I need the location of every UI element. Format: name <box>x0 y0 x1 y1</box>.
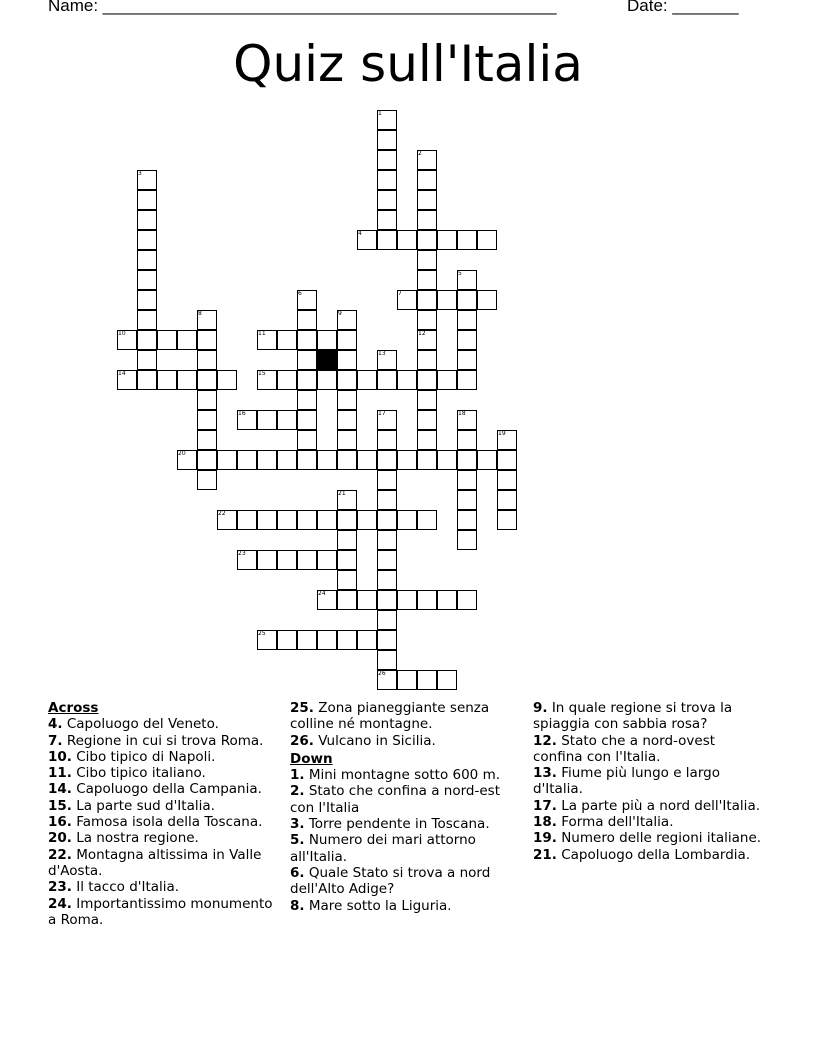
grid-cell[interactable] <box>137 330 157 350</box>
grid-cell[interactable] <box>417 670 437 690</box>
clue-text: Quale Stato si trova a nord dell'Alto Adige? <box>290 864 491 898</box>
grid-cell[interactable] <box>337 530 357 550</box>
clue-item <box>48 814 280 830</box>
clue-text: Capoluogo del Veneto. <box>62 716 219 733</box>
grid-cell[interactable] <box>337 410 357 430</box>
clue-text: Mini montagne sotto 600 m. <box>304 767 501 784</box>
grid-cell[interactable] <box>197 330 217 350</box>
clue-number-label: 11 <box>258 330 266 337</box>
clue-number-label: 3 <box>138 170 142 177</box>
clue-text: Numero delle regioni italiane. <box>556 830 762 847</box>
clue-item <box>48 830 280 846</box>
grid-cell[interactable] <box>417 290 437 310</box>
clue-item <box>48 847 280 880</box>
clue-number: 20. <box>48 830 72 847</box>
grid-cell[interactable] <box>137 350 157 370</box>
clue-item <box>533 847 763 863</box>
clue-number-label: 8 <box>198 310 202 317</box>
grid-cell[interactable] <box>317 370 337 390</box>
grid-cell[interactable] <box>237 450 257 470</box>
grid-cell[interactable] <box>457 470 477 490</box>
grid-cell[interactable] <box>497 510 517 530</box>
grid-cell[interactable] <box>457 450 477 470</box>
clue-number-label: 10 <box>118 330 126 337</box>
grid-cell[interactable] <box>497 450 517 470</box>
grid-cell[interactable] <box>397 670 417 690</box>
clue-item <box>290 733 522 749</box>
clue-number-label: 19 <box>498 430 506 437</box>
clue-number: 22. <box>48 846 72 863</box>
grid-cell[interactable] <box>317 330 337 350</box>
clue-number-label: 24 <box>318 590 326 597</box>
clue-text: Stato che confina a nord-est con l'Italia <box>290 783 501 816</box>
clue-text: Torre pendente in Toscana. <box>304 816 490 833</box>
clue-number: 10. <box>48 748 72 765</box>
clue-item <box>48 749 280 765</box>
grid-cell[interactable] <box>357 450 377 470</box>
grid-cell[interactable] <box>377 230 397 250</box>
grid-cell[interactable] <box>337 330 357 350</box>
grid-cell[interactable] <box>197 470 217 490</box>
grid-cell[interactable] <box>357 630 377 650</box>
clue-number: 16. <box>48 814 72 831</box>
date-field-label: Date: _______ <box>627 0 739 15</box>
grid-cell[interactable] <box>297 350 317 370</box>
clue-number: 8. <box>290 897 305 914</box>
clue-number: 11. <box>48 765 72 782</box>
grid-cell[interactable] <box>377 570 397 590</box>
grid-cell[interactable] <box>297 430 317 450</box>
grid-cell[interactable] <box>337 430 357 450</box>
clue-number: 14. <box>48 781 72 798</box>
clue-number: 17. <box>533 797 557 814</box>
grid-cell[interactable] <box>217 450 237 470</box>
clue-text: La parte sud d'Italia. <box>71 797 215 814</box>
grid-cell[interactable] <box>377 170 397 190</box>
grid-cell[interactable] <box>377 150 397 170</box>
grid-cell[interactable] <box>197 390 217 410</box>
grid-cell[interactable] <box>277 330 297 350</box>
grid-cell[interactable] <box>217 370 237 390</box>
grid-cell[interactable] <box>417 210 437 230</box>
clue-item <box>290 783 522 816</box>
grid-cell[interactable] <box>237 510 257 530</box>
grid-cell[interactable] <box>297 410 317 430</box>
grid-cell[interactable] <box>397 590 417 610</box>
grid-cell[interactable] <box>197 410 217 430</box>
clue-text: Zona pianeggiante senza colline né montagne. <box>290 700 490 733</box>
clue-number: 21. <box>533 846 557 863</box>
grid-cell[interactable] <box>437 670 457 690</box>
grid-cell[interactable] <box>437 230 457 250</box>
grid-cell[interactable] <box>457 490 477 510</box>
grid-cell[interactable] <box>357 590 377 610</box>
grid-cell[interactable] <box>457 370 477 390</box>
grid-cell[interactable] <box>377 610 397 630</box>
grid-cell[interactable] <box>157 330 177 350</box>
clue-text: Numero dei mari attorno all'Italia. <box>290 832 476 865</box>
grid-cell[interactable] <box>277 410 297 430</box>
clue-text: Vulcano in Sicilia. <box>313 732 436 749</box>
grid-cell[interactable] <box>417 450 437 470</box>
clue-number: 7. <box>48 732 63 749</box>
grid-cell[interactable] <box>377 550 397 570</box>
clue-number-label: 15 <box>258 370 266 377</box>
clue-text: Regione in cui si trova Roma. <box>62 732 264 749</box>
grid-cell[interactable] <box>437 290 457 310</box>
grid-cell[interactable] <box>397 450 417 470</box>
clue-number-label: 21 <box>338 490 346 497</box>
clue-number-label: 22 <box>218 510 226 517</box>
clue-number: 18. <box>533 814 557 831</box>
clue-number: 5. <box>290 832 305 849</box>
clue-item <box>48 765 280 781</box>
grid-cell[interactable] <box>397 510 417 530</box>
grid-cell[interactable] <box>417 430 437 450</box>
clue-number: 13. <box>533 765 557 782</box>
grid-cell[interactable] <box>357 370 377 390</box>
clue-number-label: 9 <box>338 310 342 317</box>
grid-cell[interactable] <box>137 230 157 250</box>
grid-cell[interactable] <box>337 550 357 570</box>
grid-cell[interactable] <box>417 410 437 430</box>
clue-text: Importantissimo monumento a Roma. <box>48 895 273 928</box>
clue-number: 23. <box>48 879 72 896</box>
grid-cell[interactable] <box>317 450 337 470</box>
grid-cell[interactable] <box>497 490 517 510</box>
clue-number-label: 6 <box>298 290 302 297</box>
grid-cell[interactable] <box>497 470 517 490</box>
clue-text: Cibo tipico di Napoli. <box>71 748 216 765</box>
grid-cell[interactable] <box>477 290 497 310</box>
clue-number-label: 7 <box>398 290 402 297</box>
clue-item <box>48 896 280 929</box>
grid-cell[interactable] <box>337 570 357 590</box>
grid-cell[interactable] <box>137 290 157 310</box>
clue-number-label: 14 <box>118 370 126 377</box>
clue-number: 15. <box>48 797 72 814</box>
grid-cell[interactable] <box>277 510 297 530</box>
clue-number: 24. <box>48 895 72 912</box>
grid-cell[interactable] <box>317 550 337 570</box>
grid-cell[interactable] <box>417 170 437 190</box>
clue-text: Famosa isola della Toscana. <box>71 814 263 831</box>
clue-number: 3. <box>290 816 305 833</box>
clue-number-label: 16 <box>238 410 246 417</box>
clue-number: 19. <box>533 830 557 847</box>
grid-cell[interactable] <box>477 230 497 250</box>
grid-cell[interactable] <box>137 270 157 290</box>
grid-cell[interactable] <box>417 190 437 210</box>
grid-cell[interactable] <box>417 230 437 250</box>
grid-cell[interactable] <box>377 650 397 670</box>
grid-cell[interactable] <box>437 590 457 610</box>
clue-number-label: 17 <box>378 410 386 417</box>
clue-text: Cibo tipico italiano. <box>71 765 206 782</box>
clue-number-label: 12 <box>418 330 426 337</box>
grid-cell[interactable] <box>157 370 177 390</box>
clue-item <box>290 700 522 733</box>
grid-cell[interactable] <box>457 430 477 450</box>
grid-cell[interactable] <box>377 190 397 210</box>
clue-text: Capoluogo della Campania. <box>71 781 262 798</box>
clue-item <box>533 814 763 830</box>
grid-cell[interactable] <box>457 310 477 330</box>
grid-cell[interactable] <box>377 630 397 650</box>
grid-cell[interactable] <box>437 450 457 470</box>
clue-text: Forma dell'Italia. <box>556 814 674 831</box>
clue-text: In quale regione si trova la spiaggia con sabbia rosa? <box>533 700 733 733</box>
clue-number: 1. <box>290 767 305 784</box>
grid-cell[interactable] <box>457 350 477 370</box>
clue-text: Il tacco d'Italia. <box>71 879 180 896</box>
grid-cell[interactable] <box>257 510 277 530</box>
grid-cell[interactable] <box>417 590 437 610</box>
clue-item <box>533 765 763 798</box>
clue-text: La nostra regione. <box>71 830 199 847</box>
grid-cell[interactable] <box>337 590 357 610</box>
grid-cell[interactable] <box>417 390 437 410</box>
grid-cell[interactable] <box>137 210 157 230</box>
grid-cell[interactable] <box>297 550 317 570</box>
page-title: Quiz sull'Italia <box>233 35 583 93</box>
grid-cell[interactable] <box>277 630 297 650</box>
clue-text: Montagna altissima in Valle d'Aosta. <box>48 846 262 879</box>
grid-cell[interactable] <box>297 370 317 390</box>
grid-cell[interactable] <box>377 530 397 550</box>
grid-cell[interactable] <box>477 450 497 470</box>
grid-cell[interactable] <box>297 310 317 330</box>
grid-cell[interactable] <box>297 450 317 470</box>
clue-text: Fiume più lungo e largo d'Italia. <box>533 765 720 798</box>
grid-cell[interactable] <box>197 370 217 390</box>
grid-cell[interactable] <box>397 230 417 250</box>
clue-item <box>533 733 763 766</box>
clue-text: Mare sotto la Liguria. <box>304 897 452 914</box>
clue-number-label: 13 <box>378 350 386 357</box>
clue-number-label: 20 <box>178 450 186 457</box>
grid-cell[interactable] <box>257 550 277 570</box>
grid-cell[interactable] <box>417 270 437 290</box>
name-field-label: Name: ________________________________________________ <box>48 0 557 15</box>
grid-cell[interactable] <box>457 330 477 350</box>
grid-cell[interactable] <box>177 330 197 350</box>
clue-number: 6. <box>290 864 305 881</box>
grid-cell[interactable] <box>137 370 157 390</box>
grid-cell[interactable] <box>457 290 477 310</box>
clue-item <box>290 767 522 783</box>
clue-item <box>533 830 763 846</box>
clue-text: La parte più a nord dell'Italia. <box>556 797 761 814</box>
clue-item <box>290 816 522 832</box>
clue-number: 9. <box>533 700 548 716</box>
grid-cell[interactable] <box>417 250 437 270</box>
grid-cell[interactable] <box>457 590 477 610</box>
grid-cell[interactable] <box>257 450 277 470</box>
grid-cell[interactable] <box>337 510 357 530</box>
clue-number: 2. <box>290 783 305 800</box>
grid-cell[interactable] <box>317 510 337 530</box>
clues-column-1 <box>48 700 280 928</box>
clue-item <box>48 798 280 814</box>
grid-cell[interactable] <box>337 630 357 650</box>
clue-item <box>48 733 280 749</box>
grid-cell[interactable] <box>297 390 317 410</box>
down-header: Down <box>290 750 333 767</box>
grid-cell[interactable] <box>177 370 197 390</box>
clue-item <box>533 700 763 733</box>
black-cell <box>317 350 337 370</box>
grid-cell[interactable] <box>397 370 417 390</box>
clues-column-3 <box>533 700 763 863</box>
grid-cell[interactable] <box>337 370 357 390</box>
grid-cell[interactable] <box>197 450 217 470</box>
clue-number: 12. <box>533 732 557 749</box>
grid-cell[interactable] <box>257 410 277 430</box>
clue-item <box>48 879 280 895</box>
grid-cell[interactable] <box>377 590 397 610</box>
grid-cell[interactable] <box>417 370 437 390</box>
grid-cell[interactable] <box>137 310 157 330</box>
clue-text: Stato che a nord-ovest confina con l'Italia. <box>533 732 716 765</box>
clue-item <box>48 781 280 797</box>
clue-number-label: 5 <box>458 270 462 277</box>
grid-cell[interactable] <box>437 370 457 390</box>
clue-number: 4. <box>48 716 63 733</box>
clue-number-label: 23 <box>238 550 246 557</box>
grid-cell[interactable] <box>197 430 217 450</box>
grid-cell[interactable] <box>417 510 437 530</box>
grid-cell[interactable] <box>457 230 477 250</box>
grid-cell[interactable] <box>297 510 317 530</box>
clue-number: 26. <box>290 732 314 749</box>
grid-cell[interactable] <box>377 510 397 530</box>
clue-number-label: 18 <box>458 410 466 417</box>
grid-cell[interactable] <box>277 550 297 570</box>
grid-cell[interactable] <box>137 190 157 210</box>
grid-cell[interactable] <box>337 350 357 370</box>
across-header: Across <box>48 700 99 716</box>
grid-cell[interactable] <box>297 630 317 650</box>
grid-cell[interactable] <box>197 350 217 370</box>
grid-cell[interactable] <box>137 250 157 270</box>
grid-cell[interactable] <box>277 450 297 470</box>
clue-item <box>533 798 763 814</box>
clue-number-label: 1 <box>378 110 382 117</box>
grid-cell[interactable] <box>457 530 477 550</box>
clue-number-label: 2 <box>418 150 422 157</box>
clues-column-2 <box>290 700 522 914</box>
grid-cell[interactable] <box>317 630 337 650</box>
grid-cell[interactable] <box>377 130 397 150</box>
grid-cell[interactable] <box>457 510 477 530</box>
grid-cell[interactable] <box>277 370 297 390</box>
grid-cell[interactable] <box>377 430 397 450</box>
grid-cell[interactable] <box>377 490 397 510</box>
clue-number-label: 4 <box>358 230 362 237</box>
grid-cell[interactable] <box>377 450 397 470</box>
clue-item <box>290 898 522 914</box>
grid-cell[interactable] <box>357 510 377 530</box>
clue-number-label: 26 <box>378 670 386 677</box>
grid-cell[interactable] <box>337 390 357 410</box>
grid-cell[interactable] <box>377 370 397 390</box>
clue-number-label: 25 <box>258 630 266 637</box>
grid-cell[interactable] <box>377 470 397 490</box>
clue-item <box>48 716 280 732</box>
grid-cell[interactable] <box>417 350 437 370</box>
clue-text: Capoluogo della Lombardia. <box>556 846 751 863</box>
clue-item <box>290 865 522 898</box>
clue-number: 25. <box>290 700 314 716</box>
grid-cell[interactable] <box>417 310 437 330</box>
grid-cell[interactable] <box>337 450 357 470</box>
grid-cell[interactable] <box>377 210 397 230</box>
clue-item <box>290 832 522 865</box>
grid-cell[interactable] <box>297 330 317 350</box>
